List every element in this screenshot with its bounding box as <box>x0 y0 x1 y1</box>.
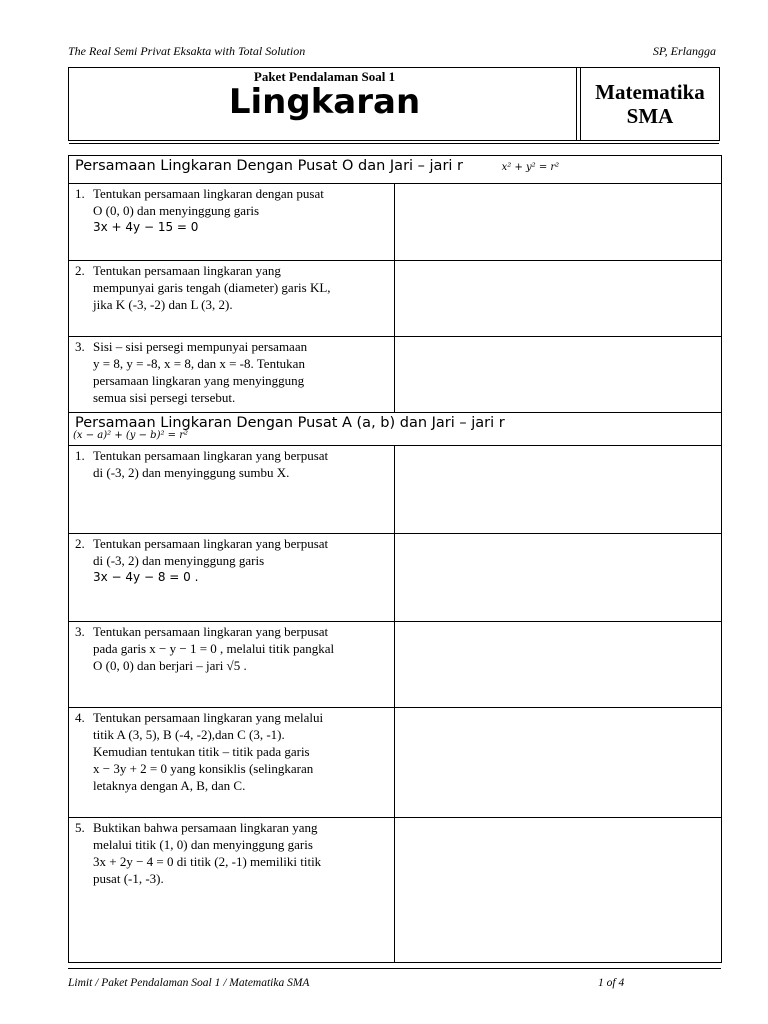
subject-line-2: SMA <box>626 104 674 128</box>
answer-cell-1-1[interactable] <box>395 184 722 261</box>
question-line: titik A (3, 5), B (-4, -2),dan C (3, -1). <box>93 727 285 742</box>
section-1-header <box>69 156 722 184</box>
answer-cell-2-3[interactable] <box>395 622 722 708</box>
question-line: melalui titik (1, 0) dan menyinggung garis <box>93 837 313 852</box>
footer-text: Limit / Paket Pendalaman Soal 1 / Matematika SMA <box>68 977 310 989</box>
question-2-3 <box>69 622 395 708</box>
question-number: 3. <box>75 624 85 639</box>
answer-cell-2-1[interactable] <box>395 446 722 534</box>
question-line: Sisi – sisi persegi mempunyai persamaan <box>93 339 308 354</box>
question-line: letaknya dengan A, B, dan C. <box>93 778 246 793</box>
subject-cell <box>581 68 719 140</box>
question-line: Tentukan persamaan lingkaran yang berpusat <box>93 448 329 463</box>
question-2-2 <box>69 534 395 622</box>
page-title: Lingkaran <box>228 82 421 122</box>
answer-cell-2-2[interactable] <box>395 534 722 622</box>
question-number: 4. <box>75 710 85 725</box>
question-number: 1. <box>75 448 85 463</box>
section-2-title: Persamaan Lingkaran Dengan Pusat A (a, b) dan Jari – jari r <box>75 415 505 431</box>
question-number: 5. <box>75 820 85 835</box>
question-line: Tentukan persamaan lingkaran yang <box>93 263 281 278</box>
question-line: di (-3, 2) dan menyinggung sumbu X. <box>93 465 290 480</box>
title-box <box>68 67 720 141</box>
question-line: semua sisi persegi tersebut. <box>93 390 236 405</box>
question-line: jika K (-3, -2) dan L (3, 2). <box>93 297 233 312</box>
answer-cell-2-5[interactable] <box>395 818 722 963</box>
section-2-header <box>69 413 722 446</box>
title-left-cell <box>69 68 581 140</box>
page-number: 1 of 4 <box>598 977 625 989</box>
header-tagline: The Real Semi Privat Eksakta with Total Solution <box>68 44 306 58</box>
question-line: Tentukan persamaan lingkaran yang berpusat <box>93 624 329 639</box>
question-line: pada garis x − y − 1 = 0 , melalui titik pangkal <box>93 641 335 656</box>
footer-divider <box>68 968 721 969</box>
section-1-formula: x² + y² = r² <box>501 162 560 173</box>
question-line: 3x + 2y − 4 = 0 di titik (2, -1) memiliki titik <box>93 854 322 869</box>
question-line: Tentukan persamaan lingkaran yang berpusat <box>93 536 329 551</box>
question-number: 2. <box>75 536 85 551</box>
question-equation: 3x − 4y − 8 = 0 . <box>93 570 199 584</box>
question-number: 1. <box>75 186 85 201</box>
question-line: mempunyai garis tengah (diameter) garis KL, <box>93 280 331 295</box>
question-number: 2. <box>75 263 85 278</box>
question-line: Buktikan bahwa persamaan lingkaran yang <box>93 820 318 835</box>
question-1-1 <box>69 184 395 261</box>
subject-line-1: Matematika <box>595 80 705 104</box>
question-number: 3. <box>75 339 85 354</box>
header-author: SP, Erlangga <box>652 44 716 58</box>
question-line: Tentukan persamaan lingkaran yang melalui <box>93 710 324 725</box>
question-table <box>68 155 722 963</box>
question-1-2 <box>69 261 395 337</box>
answer-cell-1-3[interactable] <box>395 337 722 413</box>
question-2-5 <box>69 818 395 963</box>
question-1-3 <box>69 337 395 413</box>
answer-cell-2-4[interactable] <box>395 708 722 818</box>
question-line: di (-3, 2) dan menyinggung garis <box>93 553 265 568</box>
question-line: persamaan lingkaran yang menyinggung <box>93 373 305 388</box>
question-2-1 <box>69 446 395 534</box>
question-line: pusat (-1, -3). <box>93 871 164 886</box>
question-equation: 3x + 4y − 15 = 0 <box>93 220 199 234</box>
question-line: x − 3y + 2 = 0 yang konsiklis (selingkaran <box>93 761 314 776</box>
question-line: O (0, 0) dan berjari – jari √5 . <box>93 658 247 673</box>
question-line: y = 8, y = -8, x = 8, dan x = -8. Tentukan <box>93 356 305 371</box>
paket-label: Paket Pendalaman Soal 1 <box>253 69 396 84</box>
answer-cell-1-2[interactable] <box>395 261 722 337</box>
section-2-formula: (x − a)² + (y − b)² = r² <box>73 430 189 441</box>
question-line: Tentukan persamaan lingkaran dengan pusat <box>93 186 324 201</box>
question-line: O (0, 0) dan menyinggung garis <box>93 203 260 218</box>
question-2-4 <box>69 708 395 818</box>
section-1-title: Persamaan Lingkaran Dengan Pusat O dan Jari – jari r <box>75 158 464 174</box>
question-line: Kemudian tentukan titik – titik pada garis <box>93 744 310 759</box>
